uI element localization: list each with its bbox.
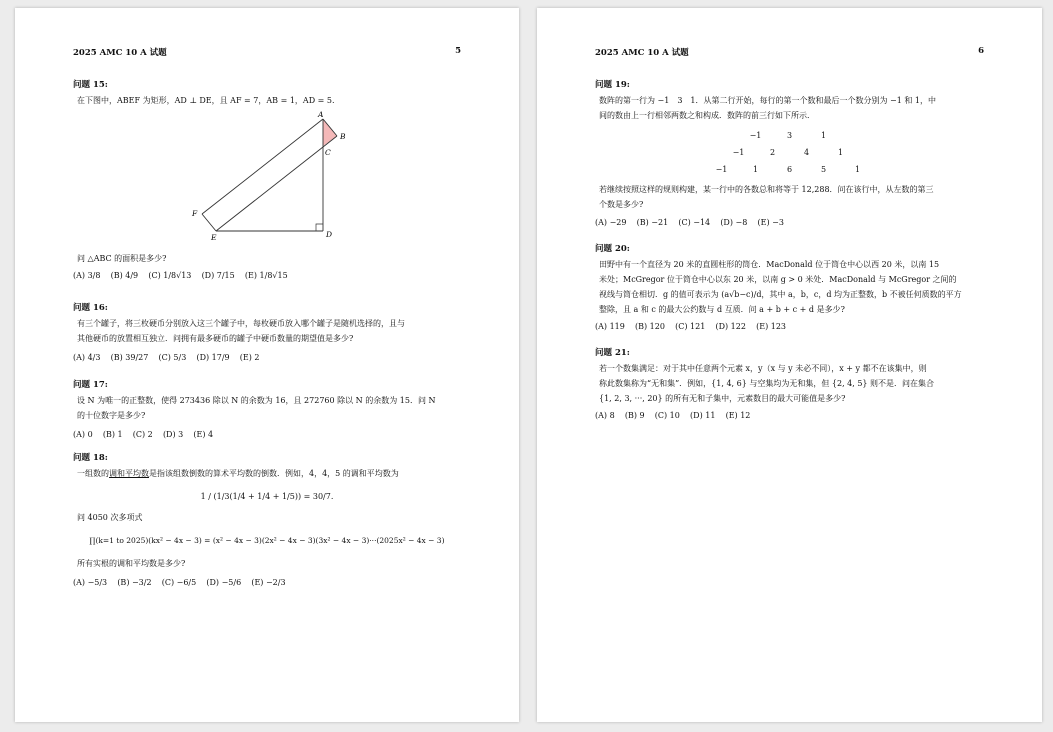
triangle-cell: 1 — [752, 165, 759, 174]
problem-statement: 个数是多少? — [599, 200, 644, 209]
problem-statement: 在下图中，ABEF 为矩形，AD ⊥ DE，且 AF = 7，AB = 1，AD = 5. — [77, 96, 335, 105]
answer-options — [73, 427, 461, 442]
problem-19 — [595, 78, 984, 230]
problem-15 — [73, 78, 461, 108]
problem-statement: 数阵的第一行为 −1 3 1．从第二行开始，每行的第一个数和最后一个数分别为 −1 和 1，中 — [599, 96, 937, 105]
triangle-cell: −1 — [749, 131, 762, 140]
triangle-cell: 1 — [854, 165, 861, 174]
problem-statement: 设 N 为唯一的正整数，使得 273436 除以 N 的余数为 16，且 272760 除以 N 的余数为 15．问 N — [77, 396, 436, 405]
answer-options — [595, 408, 984, 423]
formula-polynomial: ∏(k=1 to 2025)(kx² − 4x − 3) = (x² − 4x − 3)(2x² − 4x − 3)(3x² − 4x − 3)···(2025x² − 4x − 3) — [89, 536, 445, 545]
label-e: E — [211, 233, 217, 241]
triangle-cell: −1 — [732, 148, 745, 157]
problem-statement: 的十位数字是多少? — [77, 411, 146, 420]
problem-17 — [73, 378, 461, 442]
problem-16 — [73, 301, 461, 365]
answer-options — [73, 350, 461, 365]
option: (A) 8 — [595, 411, 615, 420]
option: (C) −6/5 — [161, 578, 197, 587]
option: (E) 12 — [725, 411, 751, 420]
term-harmonic-mean: 调和平均数 — [109, 469, 149, 478]
page-header — [73, 46, 461, 58]
problem-statement — [73, 466, 461, 481]
answer-options — [73, 268, 461, 283]
problem-18 — [73, 451, 461, 590]
label-d: D — [326, 230, 333, 239]
triangle-cell: 1 — [837, 148, 844, 157]
option: (C) 121 — [675, 322, 706, 331]
problem-title: 问题 15: — [73, 80, 108, 90]
triangle-row — [595, 127, 984, 144]
problem-statement: 其他硬币的放置相互独立．问拥有最多硬币的罐子中硬币数量的期望值是多少? — [77, 334, 354, 343]
option: (D) −5/6 — [206, 578, 242, 587]
triangle-cell: 5 — [820, 165, 827, 174]
option: (A) 3/8 — [73, 271, 101, 280]
problem-title: 问题 17: — [73, 380, 108, 390]
page-header — [595, 46, 984, 58]
answer-options — [595, 215, 984, 230]
option: (B) 9 — [624, 411, 645, 420]
answer-options — [595, 319, 984, 334]
statement-part: 是指该组数倒数的算术平均数的倒数．例如，4，4，5 的调和平均数为 — [149, 469, 399, 478]
problem-statement: {1, 2, 3, ···, 20} 的所有无和子集中，元素数目的最大可能值是多少? — [599, 394, 846, 403]
option: (B) 1 — [102, 430, 123, 439]
triangle-cell: 1 — [820, 131, 827, 140]
answer-options — [73, 575, 461, 590]
header-title: 2025 AMC 10 A 试题 — [595, 48, 689, 58]
option: (B) 39/27 — [110, 353, 149, 362]
option: (D) 7/15 — [201, 271, 235, 280]
problem-statement: 田野中有一个直径为 20 米的直圆柱形的筒仓．MacDonald 位于筒仓中心以西 20 米，以南 15 — [599, 260, 940, 269]
option: (B) −21 — [636, 218, 669, 227]
problem-21 — [595, 346, 984, 423]
problem-statement: 所有实根的调和平均数是多少? — [77, 559, 186, 568]
option: (E) 1/8√15 — [244, 271, 288, 280]
label-c: C — [325, 148, 331, 157]
option: (D) 11 — [690, 411, 716, 420]
option: (C) 10 — [654, 411, 680, 420]
option: (D) 122 — [715, 322, 746, 331]
option: (A) 119 — [595, 322, 625, 331]
option: (C) 2 — [132, 430, 153, 439]
option: (D) 17/9 — [196, 353, 230, 362]
problem-20 — [595, 242, 984, 334]
formula-harmonic-example — [73, 489, 461, 504]
problem-statement: 间的数由上一行相邻两数之和构成．数阵的前三行如下所示． — [599, 111, 815, 120]
problem-15-question — [73, 251, 461, 283]
option: (E) 4 — [193, 430, 214, 439]
option: (A) 0 — [73, 430, 93, 439]
statement-part: 一组数的 — [77, 469, 109, 478]
page-5 — [15, 8, 519, 722]
label-a: A — [318, 111, 324, 119]
page-number: 6 — [978, 46, 984, 56]
option: (C) 5/3 — [158, 353, 187, 362]
problem-title: 问题 21: — [595, 348, 630, 358]
option: (E) 123 — [756, 322, 787, 331]
problem-statement: 有三个罐子，将三枚硬币分别放入这三个罐子中，每枚硬币放入哪个罐子是随机选择的，且与 — [77, 319, 405, 328]
option: (C) 1/8√13 — [148, 271, 192, 280]
problem-statement: 若继续按照这样的规则构建，某一行中的各数总和将等于 12,288．问在该行中，从左数的第三 — [599, 185, 934, 194]
option: (E) −3 — [757, 218, 784, 227]
problem-title: 问题 16: — [73, 303, 108, 313]
problem-statement: 若一个数集满足：对于其中任意两个元素 x，y（x 与 y 未必不同），x + y 都不在该集中，则 — [599, 364, 927, 373]
option: (C) −14 — [678, 218, 711, 227]
formula-rhs: = 30/7. — [303, 492, 334, 501]
formula-lhs: 1 / (1/3(1/4 + 1/4 + 1/5)) — [200, 492, 302, 501]
problem-title: 问题 20: — [595, 244, 630, 254]
option: (A) −29 — [595, 218, 627, 227]
triangle-cell: 6 — [786, 165, 793, 174]
number-triangle — [595, 127, 984, 178]
problem-title: 问题 19: — [595, 80, 630, 90]
page-6 — [537, 8, 1042, 722]
option: (B) 4/9 — [110, 271, 139, 280]
problem-statement: 称此数集称为“无和集”．例如，{1, 4, 6} 与空集均为无和集，但 {2, 4, 5} 则不是．问在集合 — [599, 379, 935, 388]
option: (E) 2 — [239, 353, 260, 362]
triangle-row — [595, 161, 984, 178]
label-f: F — [192, 209, 198, 218]
header-title: 2025 AMC 10 A 试题 — [73, 48, 167, 58]
problem-statement: 视线与筒仓相切．g 的值可表示为 (a√b−c)/d，其中 a，b，c，d 均为正整数，b 不被任何质数的平方 — [599, 290, 962, 299]
problem-statement: 米处；McGregor 位于筒仓中心以东 20 米，以南 g > 0 米处．MacDonald 与 McGregor 之间的 — [599, 275, 957, 284]
option: (D) 3 — [162, 430, 184, 439]
triangle-cell: 3 — [786, 131, 793, 140]
page-number: 5 — [455, 46, 461, 56]
option: (B) 120 — [635, 322, 665, 331]
label-b: B — [340, 132, 346, 141]
question-text: 问 △ABC 的面积是多少? — [77, 254, 167, 263]
triangle-row — [595, 144, 984, 161]
problem-statement: 问 4050 次多项式 — [77, 513, 143, 522]
option: (B) −3/2 — [117, 578, 152, 587]
option: (D) −8 — [720, 218, 748, 227]
problem-statement: 整除，且 a 和 c 的最大公约数与 d 互质．问 a + b + c + d 是多少? — [599, 305, 845, 314]
triangle-cell: 4 — [803, 148, 810, 157]
option: (A) 4/3 — [73, 353, 101, 362]
triangle-cell: −1 — [715, 165, 728, 174]
option: (A) −5/3 — [73, 578, 108, 587]
triangle-cell: 2 — [769, 148, 776, 157]
problem-title: 问题 18: — [73, 453, 108, 463]
rectangle-figure — [185, 111, 355, 241]
option: (E) −2/3 — [251, 578, 286, 587]
